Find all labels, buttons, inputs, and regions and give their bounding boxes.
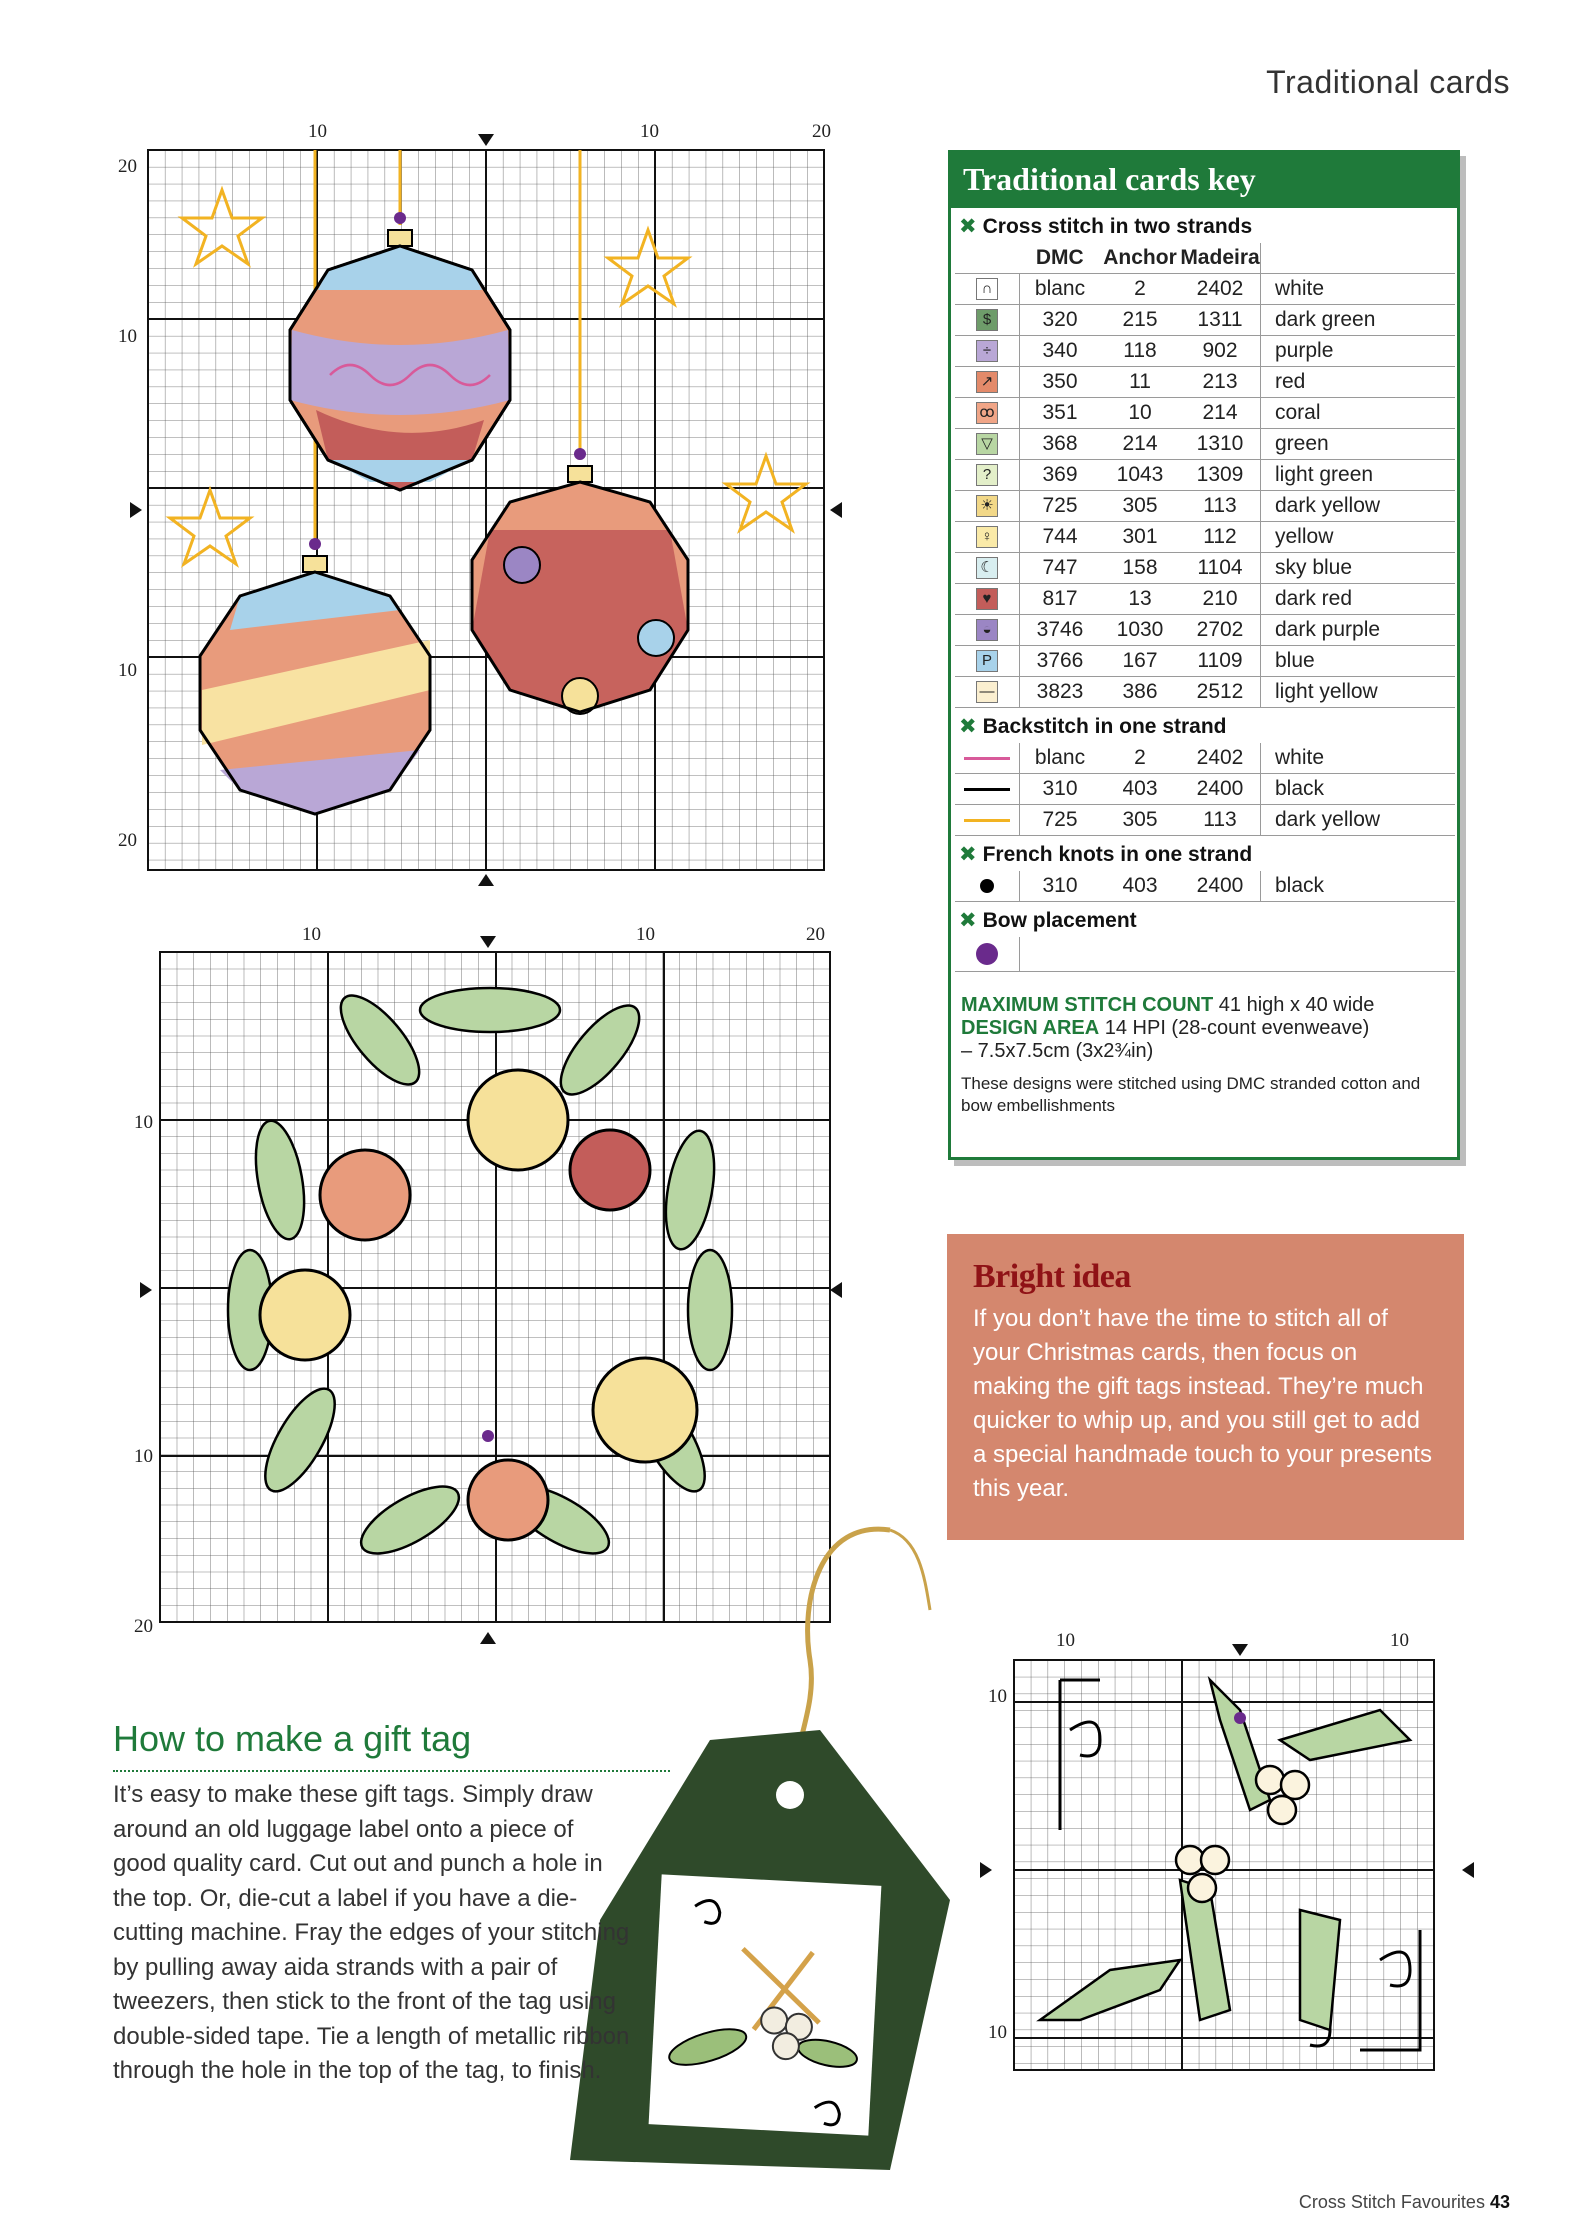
howto-text: It’s easy to make these gift tags. Simply draw around an old luggage label onto a piece of good quality card. Cut out and punch a hole in the top. Or, die-cut a label if you have a die-cutting machine. Fray the edges of your stitching by pulling away aida strands with a pair of tweezers, then stick to the front of the tag using double-sided tape. Tie a length of metallic ribbon through the hole in the top of the tag, to finish. xyxy=(113,1781,630,2084)
key-header-row xyxy=(955,243,1455,274)
key-panel xyxy=(948,150,1460,1160)
mistletoe-grid xyxy=(980,1630,1480,2080)
table-row: — 3823 386 2512 light yellow xyxy=(955,677,1455,708)
thread-swatch-icon: ☀ xyxy=(976,495,998,517)
back-heading: ✖ Backstitch in one strand xyxy=(959,715,1227,738)
bright-idea-box xyxy=(947,1234,1464,1540)
table-row: P 3766 167 1109 blue xyxy=(955,646,1455,677)
table-row: blanc 2 2402 white xyxy=(955,743,1455,774)
axis-label: 10 xyxy=(636,924,655,945)
thread-swatch-icon: ♥ xyxy=(976,588,998,610)
page-number: 43 xyxy=(1489,2192,1510,2212)
axis-label: 10 xyxy=(134,1446,153,1467)
axis-label: 10 xyxy=(118,326,137,347)
table-row: ♥ 817 13 210 dark red xyxy=(955,584,1455,615)
table-row: ∩ blanc 2 2402 white xyxy=(955,274,1455,305)
cross-heading: ✖ Cross stitch in two strands xyxy=(959,215,1253,238)
table-row: ♀ 744 301 112 yellow xyxy=(955,522,1455,553)
bow-icon xyxy=(976,943,998,965)
axis-label: 10 xyxy=(308,121,327,142)
bright-idea-title: Bright idea xyxy=(973,1258,1131,1295)
axis-label: 10 xyxy=(640,121,659,142)
thread-swatch-icon: ◒ xyxy=(976,619,998,641)
table-row: ☀ 725 305 113 dark yellow xyxy=(955,491,1455,522)
col-madeira: Madeira xyxy=(1180,243,1261,274)
axis-label: 10 xyxy=(302,924,321,945)
table-row: ? 369 1043 1309 light green xyxy=(955,460,1455,491)
footer-magazine: Cross Stitch Favourites xyxy=(1298,2192,1485,2212)
cross-mark-icon: ✖ xyxy=(959,215,977,238)
thread-swatch-icon: ∩ xyxy=(976,278,998,300)
axis-label: 10 xyxy=(118,660,137,681)
howto-title: How to make a gift tag xyxy=(113,1718,472,1759)
thread-swatch-icon: ÷ xyxy=(976,340,998,362)
backstitch-line-icon xyxy=(964,788,1010,791)
thread-swatch-icon: ☾ xyxy=(976,557,998,579)
axis-label: 20 xyxy=(118,830,137,851)
bow-heading: ✖ Bow placement xyxy=(959,909,1137,932)
key-table xyxy=(955,243,1455,708)
col-anchor: Anchor xyxy=(1100,243,1180,274)
axis-label: 10 xyxy=(134,1112,153,1133)
axis-label: 10 xyxy=(1056,1630,1075,1651)
thread-swatch-icon: ꝏ xyxy=(976,402,998,424)
axis-label: 20 xyxy=(806,924,825,945)
axis-label: 10 xyxy=(1390,1630,1409,1651)
cross-mark-icon: ✖ xyxy=(959,843,977,866)
bow-table xyxy=(955,937,1455,972)
baubles-chart xyxy=(118,121,850,890)
thread-swatch-icon: ▽ xyxy=(976,433,998,455)
table-row: ÷ 340 118 902 purple xyxy=(955,336,1455,367)
axis-label: 20 xyxy=(118,156,137,177)
table-row: ꝏ 351 10 214 coral xyxy=(955,398,1455,429)
bright-idea-text: If you don’t have the time to stitch all of your Christmas cards, then focus on making the gift tags instead. They’re much quicker to whip up, and you still get to add a special handmade touch to your presents this year. xyxy=(973,1305,1432,1502)
key-title: Traditional cards key xyxy=(951,153,1457,208)
thread-swatch-icon: P xyxy=(976,650,998,672)
thread-swatch-icon: — xyxy=(976,681,998,703)
backstitch-line-icon xyxy=(964,819,1010,822)
stitch-info: MAXIMUM STITCH COUNT 41 high x 40 wide DESIGN AREA 14 HPI (28-count evenweave) – 7.5x7.5cm (3x2¾in) These designs were stitched using DMC stranded cotton and bow embellishments xyxy=(951,972,1457,1117)
table-row: ◒ 3746 1030 2702 dark purple xyxy=(955,615,1455,646)
mistletoe-chart xyxy=(980,1630,1480,2080)
page-footer xyxy=(1299,2192,1510,2213)
table-row: ▽ 368 214 1310 green xyxy=(955,429,1455,460)
key-note: These designs were stitched using DMC stranded cotton and bow embellishments xyxy=(961,1074,1421,1115)
table-row: ↗ 350 11 213 red xyxy=(955,367,1455,398)
thread-swatch-icon: ↗ xyxy=(976,371,998,393)
thread-swatch-icon: ? xyxy=(976,464,998,486)
table-row: $ 320 215 1311 dark green xyxy=(955,305,1455,336)
backstitch-line-icon xyxy=(964,757,1010,760)
french-knot-icon xyxy=(980,879,994,893)
knot-table xyxy=(955,871,1455,902)
axis-label: 10 xyxy=(988,2022,1007,2043)
cross-mark-icon: ✖ xyxy=(959,909,977,932)
axis-label: 20 xyxy=(134,1616,153,1637)
divider xyxy=(113,1770,670,1772)
baubles-grid xyxy=(130,130,850,890)
table-row: ☾ 747 158 1104 sky blue xyxy=(955,553,1455,584)
axis-label: 10 xyxy=(988,1686,1007,1707)
table-row: 310 403 2400 black xyxy=(955,871,1455,902)
knot-heading: ✖ French knots in one strand xyxy=(959,843,1253,866)
thread-swatch-icon: $ xyxy=(976,309,998,331)
table-row: 310 403 2400 black xyxy=(955,774,1455,805)
table-row: 725 305 113 dark yellow xyxy=(955,805,1455,836)
axis-label: 20 xyxy=(812,121,831,142)
thread-swatch-icon: ♀ xyxy=(976,526,998,548)
col-dmc: DMC xyxy=(1020,243,1101,274)
backstitch-table xyxy=(955,743,1455,836)
section-title: Traditional cards xyxy=(1266,64,1510,100)
cross-mark-icon: ✖ xyxy=(959,715,977,738)
